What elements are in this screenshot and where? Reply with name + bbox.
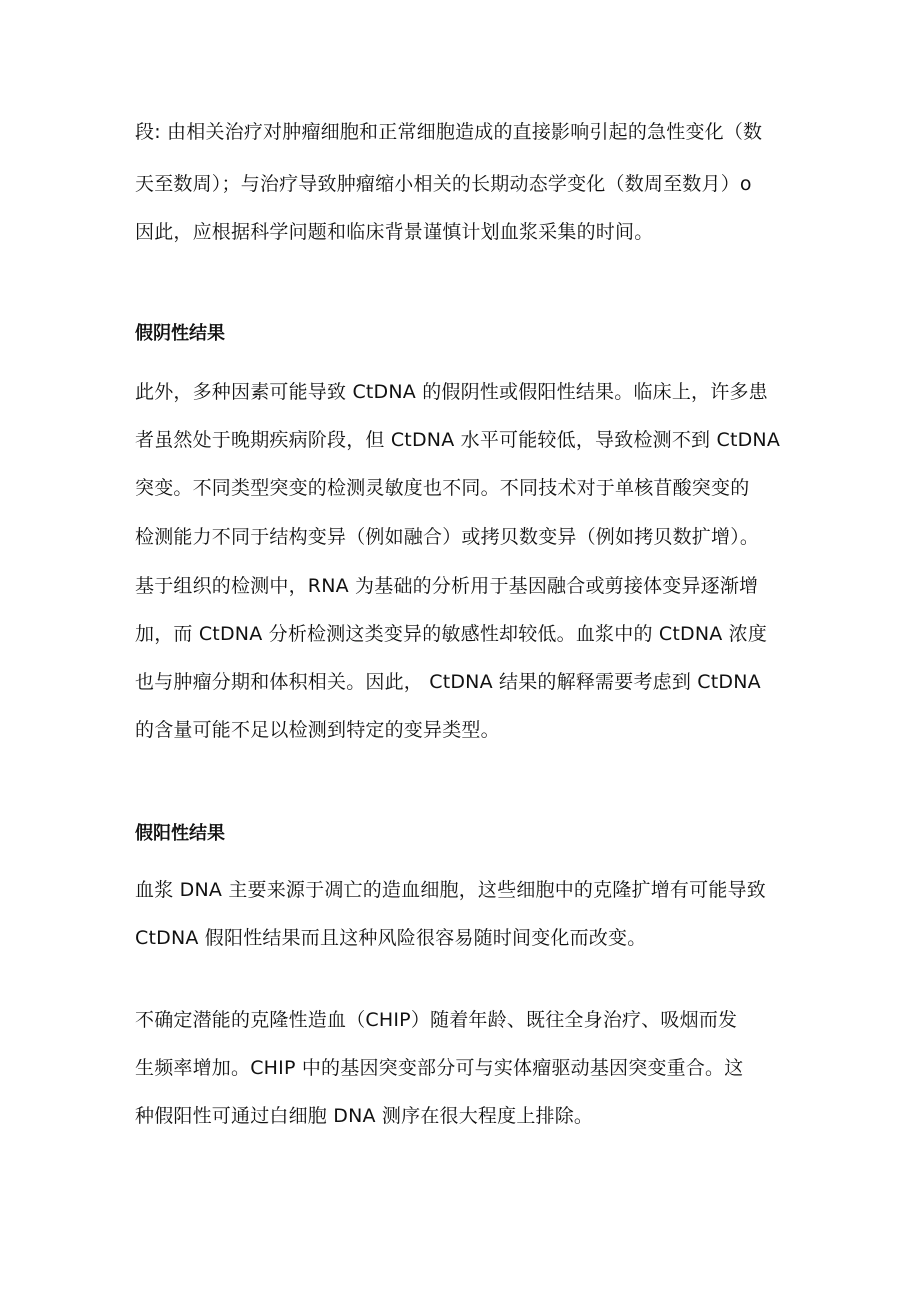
intro-line-1: 段: 由相关治疗对肿瘤细胞和正常细胞造成的直接影响引起的急性变化（数: [135, 121, 763, 143]
false-positive-p2-line-2: 生频率增加。CHIP 中的基因突变部分可与实体瘤驱动基因突变重合。这: [135, 1057, 744, 1079]
false-negative-line-7: 也与肿瘤分期和体积相关。因此， CtDNA 结果的解释需要考虑到 CtDNA: [135, 671, 761, 693]
false-negative-heading: 假阴性结果: [135, 323, 225, 344]
false-positive-p2-line-1: 不确定潜能的克隆性造血（CHIP）随着年龄、既往全身治疗、吸烟而发: [135, 1009, 738, 1031]
false-positive-p1-line-2: CtDNA 假阳性结果而且这种风险很容易随时间变化而改变。: [135, 927, 647, 949]
false-negative-line-6: 加，而 CtDNA 分析检测这类变异的敏感性却较低。血浆中的 CtDNA 浓度: [135, 623, 768, 645]
intro-line-2: 天至数周）；与治疗导致肿瘤缩小相关的长期动态学变化（数周至数月）o: [135, 173, 752, 195]
false-negative-line-5: 基于组织的检测中，RNA 为基础的分析用于基因融合或剪接体变异逐渐增: [135, 575, 759, 597]
false-negative-line-3: 突变。不同类型突变的检测灵敏度也不同。不同技术对于单核苜酸突变的: [135, 477, 750, 499]
false-positive-p1-line-1: 血浆 DNA 主要来源于凋亡的造血细胞，这些细胞中的克隆扩增有可能导致: [135, 879, 766, 901]
intro-line-3: 因此，应根据科学问题和临床背景谨慎计划血浆采集的时间。: [135, 221, 654, 243]
false-negative-line-8: 的含量可能不足以检测到特定的变异类型。: [135, 719, 500, 741]
false-positive-heading: 假阳性结果: [135, 823, 225, 844]
false-negative-line-2: 者虽然处于晚期疾病阶段，但 CtDNA 水平可能较低，导致检测不到 CtDNA: [135, 429, 781, 451]
false-positive-p2-line-3: 种假阳性可通过白细胞 DNA 测序在很大程度上排除。: [135, 1105, 594, 1127]
false-negative-line-4: 检测能力不同于结构变异（例如融合）或拷贝数变异（例如拷贝数扩增）。: [135, 526, 760, 548]
false-negative-line-1: 此外，多种因素可能导致 CtDNA 的假阴性或假阳性结果。临床上，许多患: [135, 381, 768, 403]
